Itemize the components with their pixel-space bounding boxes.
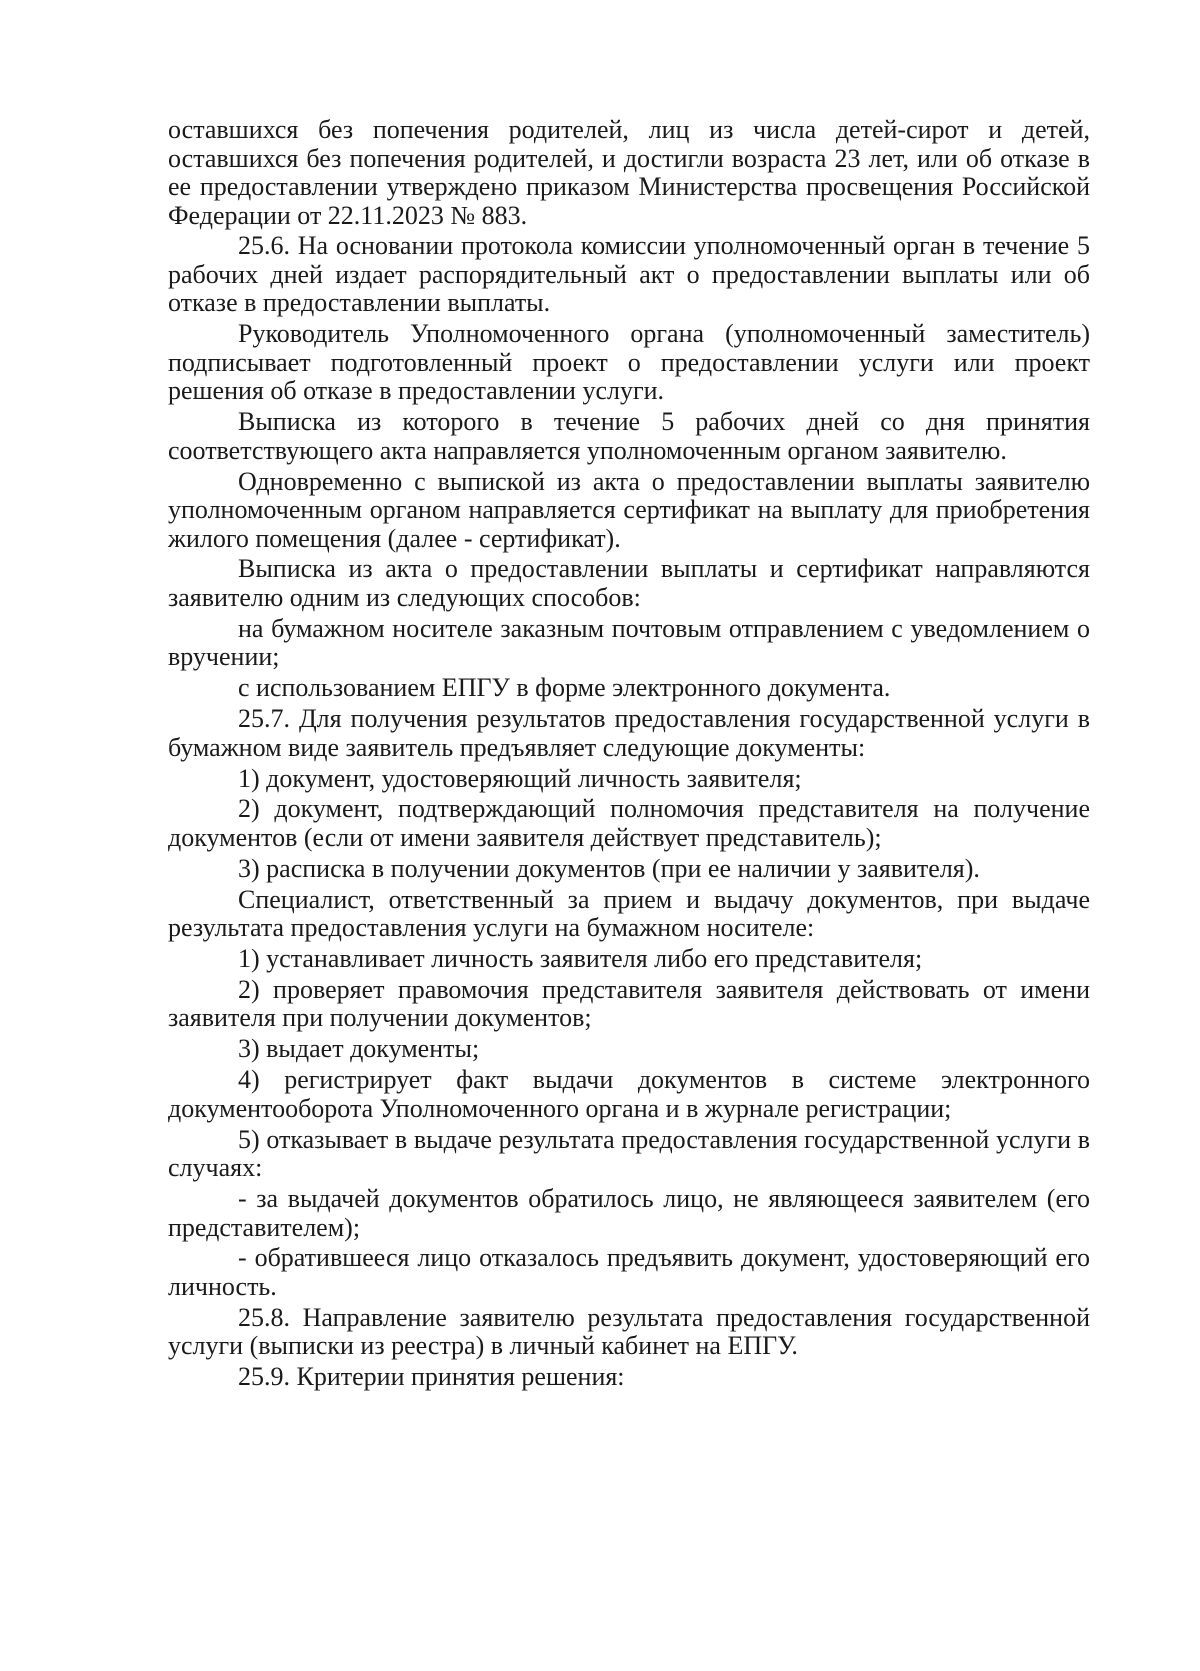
paragraph-25-6: 25.6. На основании протокола комиссии уполномоченный орган в течение 5 рабочих дней издает распорядительный акт о предоставлении выплаты или об отказе в предоставлении выплаты.: [168, 231, 1090, 318]
list-item-receipt: 3) расписка в получении документов (при ее наличии у заявителя).: [238, 853, 980, 883]
list-item-identity-document: 1) документ, удостоверяющий личность заявителя;: [238, 763, 802, 793]
list-item-establish-identity: 1) устанавливает личность заявителя либо его представителя;: [238, 944, 923, 974]
paragraph-certificate: Одновременно с выпиской из акта о предоставлении выплаты заявителю уполномоченным органом направляется сертификат на выплату для приобретения жилого помещения (далее - сертификат).: [168, 466, 1090, 553]
list-item-not-applicant: - за выдачей документов обратилось лицо, не являющееся заявителем (его представителем);: [168, 1184, 1090, 1242]
list-item-check-authority: 2) проверяет правомочия представителя заявителя действовать от имени заявителя при получении документов;: [168, 974, 1090, 1033]
list-item-issue-documents: 3) выдает документы;: [238, 1034, 480, 1064]
paragraph-epgu-electronic: с использованием ЕПГУ в форме электронного документа.: [238, 673, 891, 703]
paragraph-continuation: оставшихся без попечения родителей, лиц из числа детей-сирот и детей, оставшихся без попечения родителей, и достигли возраста 23 лет, или об отказе в ее предоставлении утверждено приказом Министерства просвещения Российской Федерации от 22.11.2023 № 883.: [168, 115, 1090, 230]
paragraph-head-signs: Руководитель Уполномоченного органа (уполномоченный заместитель) подписывает подготовленный проект о предоставлении услуги или проект решения об отказе в предоставлении услуги.: [168, 319, 1090, 406]
paragraph-delivery-methods: Выписка из акта о предоставлении выплаты и сертификат направляются заявителю одним из следующих способов:: [168, 554, 1090, 612]
list-item-refused-id: - обратившееся лицо отказалось предъявить документ, удостоверяющий его личность.: [168, 1243, 1090, 1301]
paragraph-25-8: 25.8. Направление заявителю результата предоставления государственной услуги (выписки из реестра) в личный кабинет на ЕПГУ.: [168, 1302, 1090, 1361]
list-item-authority-document: 2) документ, подтверждающий полномочия представителя на получение документов (если от имени заявителя действует представитель);: [168, 794, 1090, 852]
document-body: [168, 116, 1090, 1394]
list-item-register-issue: 4) регистрирует факт выдачи документов в системе электронного документооборота Уполномоченного органа и в журнале регистрации;: [168, 1065, 1090, 1123]
list-item-refuse-issue: 5) отказывает в выдаче результата предоставления государственной услуги в случаях:: [168, 1124, 1090, 1183]
paragraph-25-7: 25.7. Для получения результатов предоставления государственной услуги в бумажном виде заявитель предъявляет следующие документы:: [168, 704, 1090, 762]
paragraph-specialist: Специалист, ответственный за прием и выдачу документов, при выдаче результата предоставления услуги на бумажном носителе:: [168, 884, 1090, 943]
paragraph-paper-mail: на бумажном носителе заказным почтовым отправлением с уведомлением о вручении;: [168, 613, 1090, 672]
paragraph-25-9: 25.9. Критерии принятия решения:: [238, 1362, 625, 1392]
paragraph-extract-sent: Выписка из которого в течение 5 рабочих дней со дня принятия соответствующего акта направляется уполномоченным органом заявителю.: [168, 407, 1090, 465]
